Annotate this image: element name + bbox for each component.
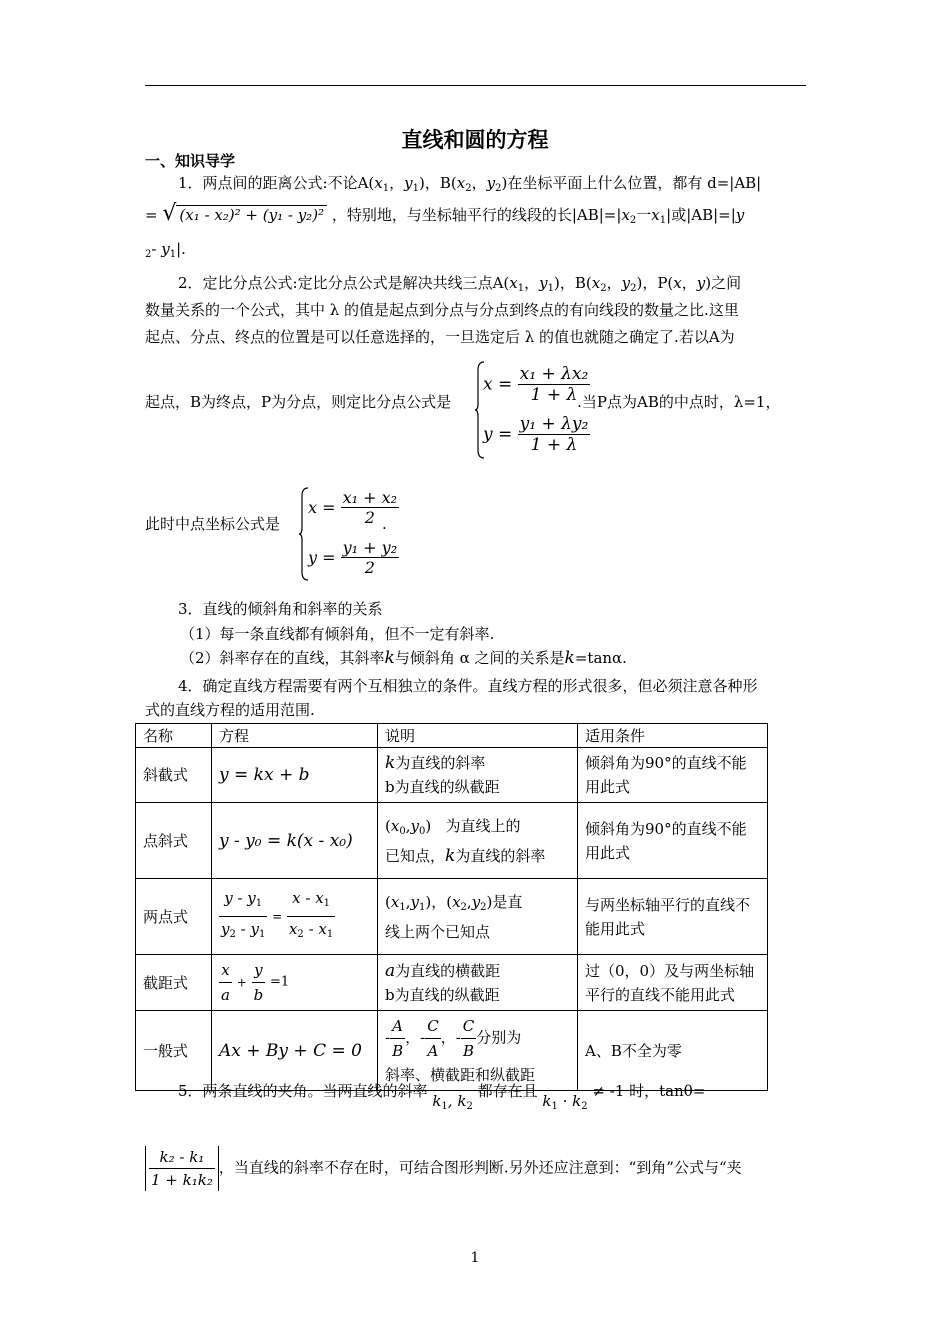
row-equation: $\frac{x}{a}$ + $\frac{y}{b}$ =1: [212, 955, 378, 1011]
table-header-cell: 方程: [212, 724, 378, 748]
para-3-item-2: （2）斜率存在的直线，其斜率k与倾斜角 α 之间的关系是k=tanα.: [180, 648, 627, 668]
table-row: [136, 1011, 768, 1091]
para-2-line-5: 此时中点坐标公式是 .: [145, 515, 387, 533]
section-heading: 一、知识导学: [145, 152, 236, 170]
tan-abs-formula: $\frac{\text{k₂ - k₁}}{\text{1 + k₁k₂}}$: [145, 1146, 219, 1191]
para-2-line-1: 2．定比分点公式:定比分点公式是解决共线三点$A(x_1$，$y_1$)，$B(x_2$，$y_2$)，P(x，y)之间: [178, 274, 742, 294]
row-condition: 倾斜角为90°的直线不能用此式: [578, 748, 768, 803]
sqrt-symbol: √: [162, 201, 177, 226]
midpoint-formula-x: x = $\frac{\text{x₁ + x₂}}{2}$: [308, 488, 398, 527]
section-formula-x: x = $\frac{\text{x₁ + λx₂}}{1 + \lambda}$: [483, 364, 589, 405]
row-condition: 与两坐标轴平行的直线不能用此式: [578, 879, 768, 955]
table-row: [136, 879, 768, 955]
para-2-line-4: 起点，B为终点，P为分点，则定比分点公式是 .当P点为AB的中点时，λ=1，: [145, 393, 781, 411]
table-header-row: [136, 724, 768, 748]
table-header-cell: 适用条件: [578, 724, 768, 748]
para-2-line-3: 起点、分点、终点的位置是可以任意选择的，一旦选定后 λ 的值也就随之确定了.若以A为: [145, 328, 735, 346]
row-condition: 过（0，0）及与两坐标轴平行的直线不能用此式: [578, 955, 768, 1011]
row-equation: $\frac{y - y_1}{y_2 - y_1}$ = $\frac{x - x_1}{x_2 - x_1}$: [212, 879, 378, 955]
section-formula-y: y = $\frac{\text{y₁ + λy₂}}{1 + \lambda}$: [483, 414, 589, 455]
row-condition: 倾斜角为90°的直线不能用此式: [578, 803, 768, 879]
distance-formula: (x₁ - x₂)² + (y₁ - y₂)²: [176, 205, 327, 224]
row-name: 一般式: [136, 1011, 212, 1091]
para-4-line-2: 式的直线方程的适用范围.: [145, 701, 315, 719]
para-3-item-1: （1）每一条直线都有倾斜角，但不一定有斜率.: [180, 625, 495, 643]
row-description: a为直线的横截距 b为直线的纵截距: [378, 955, 578, 1011]
row-description: $(x_1,y_1)$，$(x_2,y_2)$是直 线上两个已知点: [378, 879, 578, 955]
row-name: 截距式: [136, 955, 212, 1011]
line-equation-table: [135, 723, 768, 1091]
row-description: k为直线的斜率 b为直线的纵截距: [378, 748, 578, 803]
page-title: 直线和圆的方程: [401, 128, 549, 152]
row-condition: A、B不全为零: [578, 1011, 768, 1091]
row-name: 点斜式: [136, 803, 212, 879]
table-row: [136, 803, 768, 879]
para-4-line-1: 4．确定直线方程需要有两个互相独立的条件。直线方程的形式很多，但必须注意各种形: [178, 677, 758, 695]
midpoint-formula-y: y = $\frac{\text{y₁ + y₂}}{2}$: [308, 538, 398, 577]
table-header-cell: 说明: [378, 724, 578, 748]
table-row: [136, 955, 768, 1011]
para-1-line-3: $_2$- $y_1|$.: [145, 240, 186, 260]
row-equation: Ax + By + C = 0: [212, 1011, 378, 1091]
header-rule: [145, 85, 806, 86]
para-1-line-2: = √ (x₁ - x₂)² + (y₁ - y₂)² ，特别地，与坐标轴平行的线段的长$|AB|=|x_2$一$x_1|$或|AB|=|y: [145, 201, 745, 226]
para-1-line-1: 1．两点间的距离公式:不论$A(x_1$，$y_1$)，$B(x_2$，$y_2$)在坐标平面上什么位置，都有 d=|AB|: [178, 174, 762, 194]
page-number: 1: [470, 1250, 480, 1266]
row-name: 两点式: [136, 879, 212, 955]
table-row: [136, 748, 768, 803]
para-5-line-2: $\frac{\text{k₂ - k₁}}{\text{1 + k₁k₂}}$ ，当直线的斜率不存在时，可结合图形判断.另外还应注意到：“到角”公式与“夹: [145, 1146, 806, 1191]
table-header-cell: 名称: [136, 724, 212, 748]
row-description: $(x_0,y_0)$ 为直线上的 已知点，k为直线的斜率: [378, 803, 578, 879]
para-5-line-1: 5．两条直线的夹角。当两直线的斜率 $k_1$, $k_2$ 都存在且 $k_1 \cdot k_2 \ne -1$ 时，tanθ=: [178, 1082, 706, 1112]
row-name: 斜截式: [136, 748, 212, 803]
row-equation: y = kx + b: [212, 748, 378, 803]
row-description: - $\frac{A}{B}$ ，- $\frac{C}{A}$ ，- $\frac{C}{B}$ 分别为 斜率、横截距和纵截距: [378, 1011, 578, 1091]
para-2-line-2: 数量关系的一个公式，其中 λ 的值是起点到分点与分点到终点的有向线段的数量之比.这里: [145, 301, 739, 319]
para-3-title: 3．直线的倾斜角和斜率的关系: [178, 600, 383, 618]
row-equation: y - y₀ = k(x - x₀): [212, 803, 378, 879]
